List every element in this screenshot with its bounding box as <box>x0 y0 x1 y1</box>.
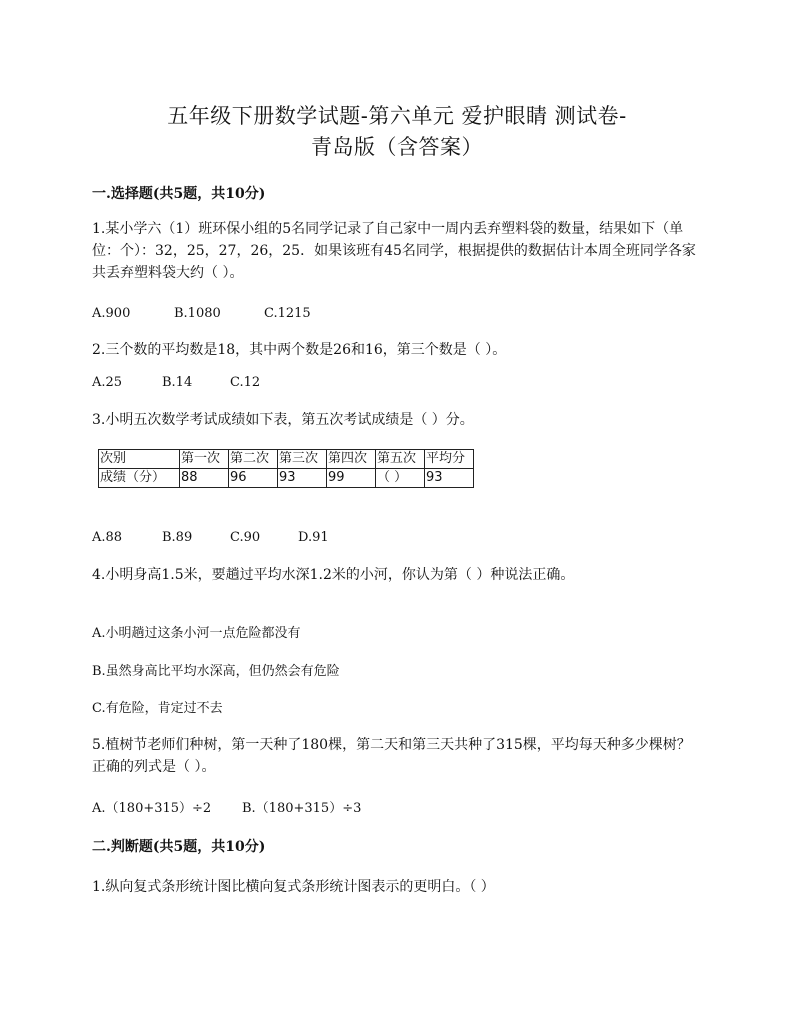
question-5-text: 5.植树节老师们种树，第一天种了180棵，第二天和第三天共种了315棵，平均每天种多少棵树？正确的列式是（ ）。 <box>92 737 691 775</box>
option: C.12 <box>230 375 261 390</box>
option: B.（180+315）÷3 <box>242 801 362 816</box>
table-cell: 第四次 <box>327 450 376 469</box>
table-cell: 88 <box>180 469 229 488</box>
exam-title-line1: 五年级下册数学试题-第六单元 爱护眼睛 测试卷- <box>167 104 627 128</box>
table-cell: 第三次 <box>278 450 327 469</box>
option: B.1080 <box>174 306 221 321</box>
option: A.25 <box>92 375 123 390</box>
table-cell: 第二次 <box>229 450 278 469</box>
question-4-option-c: C.有危险，肯定过不去 <box>92 701 223 716</box>
table-cell: （ ） <box>376 469 425 488</box>
table-cell: 93 <box>278 469 327 488</box>
scores-table <box>98 449 474 488</box>
table-cell: 第一次 <box>180 450 229 469</box>
table-cell: 次别 <box>99 450 180 469</box>
question-4-option-a: A.小明趟过这条小河一点危险都没有 <box>92 626 301 641</box>
judge-question-1-text: 1.纵向复式条形统计图比横向复式条形统计图表示的更明白。（ ） <box>92 879 495 895</box>
question-3-text: 3.小明五次数学考试成绩如下表，第五次考试成绩是（ ）分。 <box>92 412 474 428</box>
option: C.1215 <box>264 306 311 321</box>
table-header-row <box>99 450 474 469</box>
table-cell: 平均分 <box>425 450 474 469</box>
question-1-text: 1.某小学六（1）班环保小组的5名同学记录了自己家中一周内丢弃塑料袋的数量，结果如下（单位：个）：32，25，27，26，25．如果该班有45名同学，根据提供的数据估计本周全班同学各家共丢弃塑料袋大约（ ）。 <box>92 221 696 281</box>
option: A.88 <box>92 530 123 545</box>
question-1-options <box>92 306 311 321</box>
question-4-text: 4.小明身高1.5米，要趟过平均水深1.2米的小河，你认为第（ ）种说法正确。 <box>92 567 575 583</box>
question-2-options <box>92 375 260 390</box>
option: B.89 <box>162 530 193 545</box>
option: C.90 <box>230 530 261 545</box>
question-3-options <box>92 530 329 545</box>
option: A.900 <box>92 306 131 321</box>
exam-title-line2: 青岛版（含答案） <box>311 135 483 159</box>
question-5-options <box>92 797 361 816</box>
table-cell: 99 <box>327 469 376 488</box>
table-cell: 第五次 <box>376 450 425 469</box>
section-heading-judge: 二.判断题(共5题，共10分) <box>92 839 266 855</box>
question-4-option-b: B.虽然身高比平均水深高，但仍然会有危险 <box>92 664 340 679</box>
table-cell: 93 <box>425 469 474 488</box>
option: B.14 <box>162 375 193 390</box>
table-row <box>99 469 474 488</box>
question-2-text: 2.三个数的平均数是18，其中两个数是26和16，第三个数是（ ）。 <box>92 342 507 358</box>
section-heading-choice: 一.选择题(共5题，共10分) <box>92 186 266 202</box>
option: A.（180+315）÷2 <box>92 801 212 816</box>
table-cell: 96 <box>229 469 278 488</box>
table-cell: 成绩（分） <box>99 469 180 488</box>
option: D.91 <box>298 530 329 545</box>
